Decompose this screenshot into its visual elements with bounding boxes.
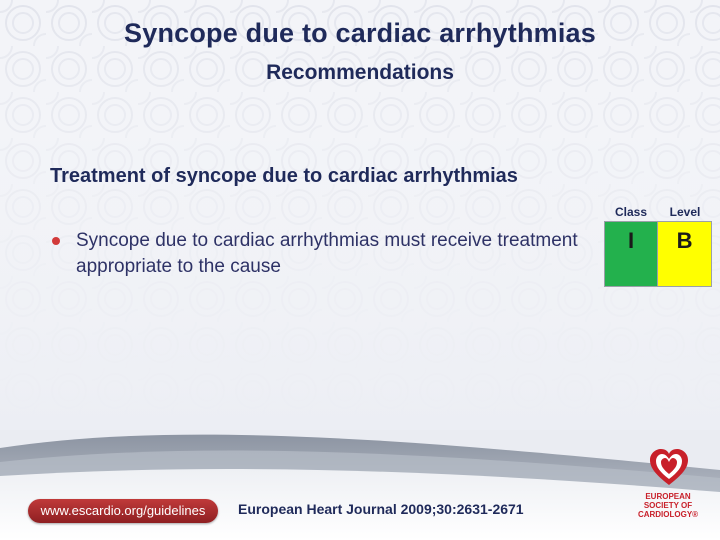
guidelines-link[interactable]: www.escardio.org/guidelines (28, 499, 218, 523)
bullet-text: Syncope due to cardiac arrhythmias must receive treatment appropriate to the cause (76, 230, 578, 277)
journal-citation: European Heart Journal 2009;30:2631-2671 (238, 501, 524, 517)
slide-subtitle: Recommendations (266, 61, 454, 84)
esc-logo-text: EUROPEAN SOCIETY OF CARDIOLOGY® (637, 492, 699, 519)
class-header: Class (614, 205, 648, 219)
level-value: B (658, 222, 711, 286)
heart-icon (648, 448, 690, 488)
slide-title: Syncope due to cardiac arrhythmias (124, 18, 596, 48)
esc-logo (636, 448, 700, 534)
section-heading: Treatment of syncope due to cardiac arrhythmias (50, 165, 518, 187)
class-value: I (605, 222, 658, 286)
level-header: Level (669, 205, 701, 219)
